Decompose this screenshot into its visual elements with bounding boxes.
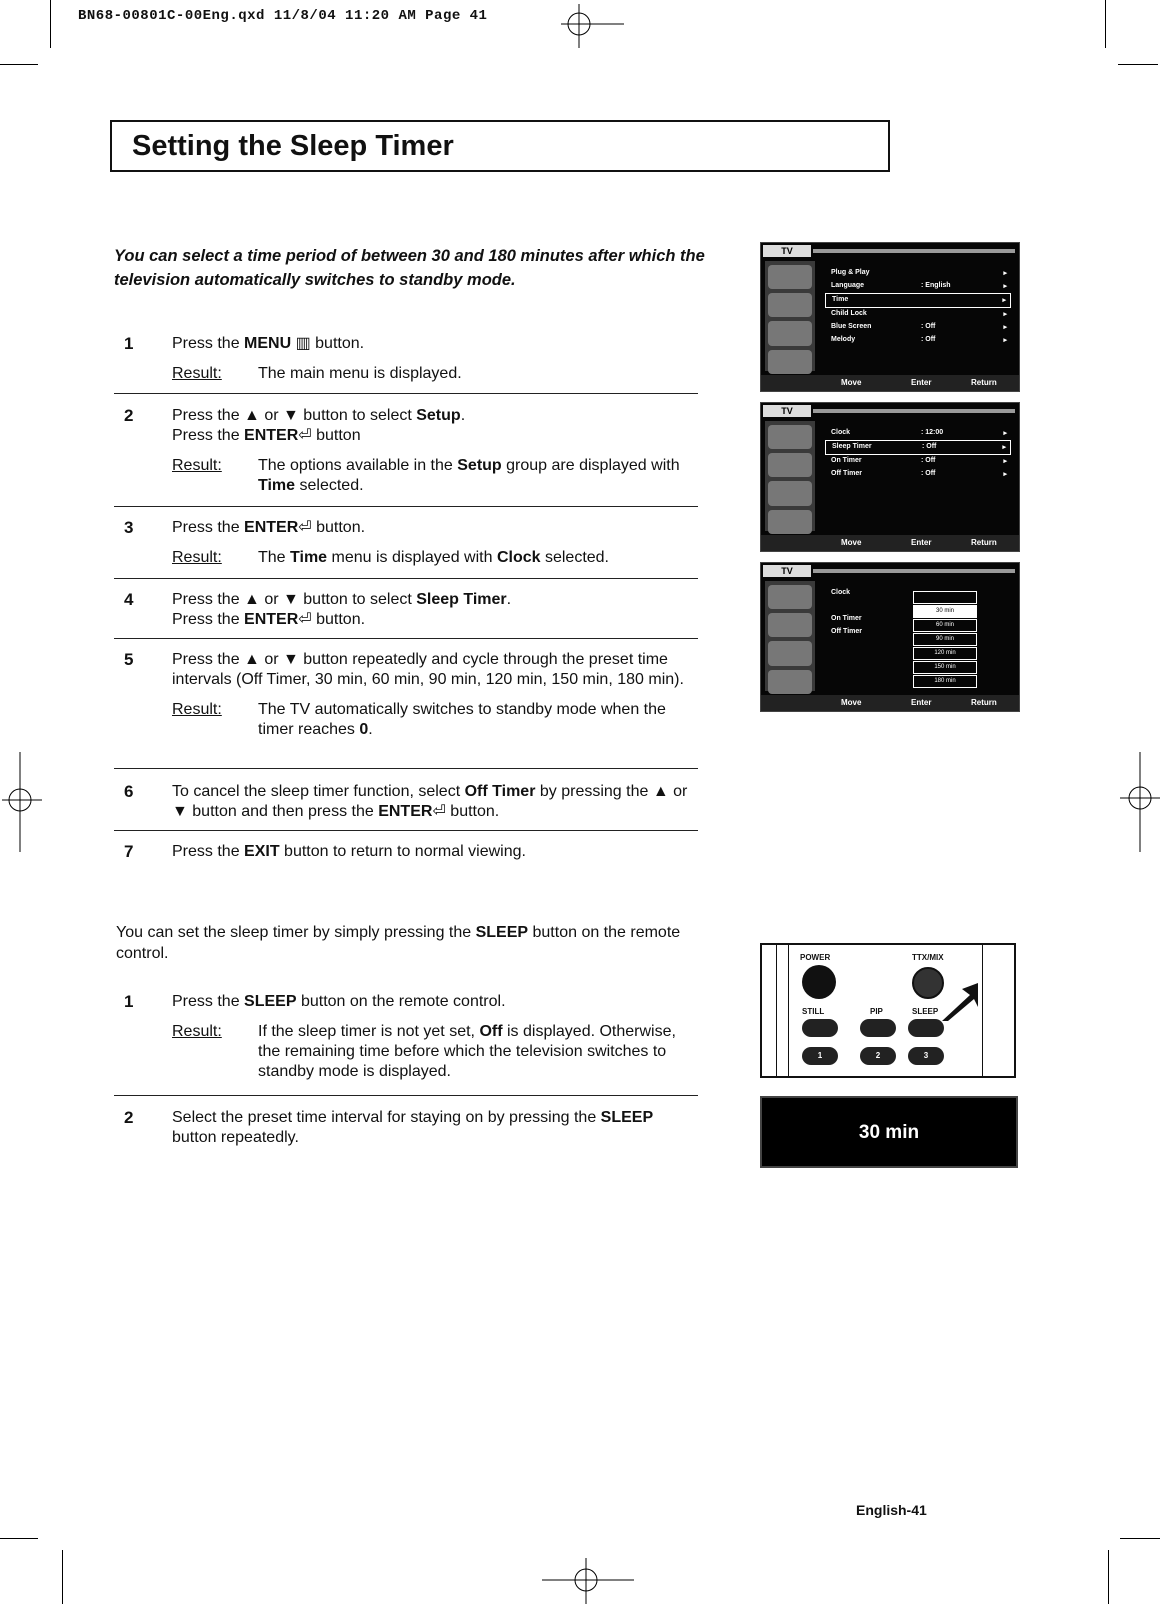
key-3-button: 3: [908, 1047, 944, 1065]
option-item: 90 min: [913, 633, 977, 646]
step-number: 2: [124, 1108, 134, 1127]
registration-mark-icon: [0, 752, 44, 852]
osd-help-bar: Move Enter Return: [761, 695, 1019, 711]
enter-icon: ⏎: [298, 519, 312, 536]
menu-title-bar: [813, 249, 1015, 253]
menu-item: On Timer : Off ▸: [831, 457, 1007, 465]
divider: [114, 768, 698, 769]
menu-item: Off Timer: [831, 628, 862, 635]
option-item: 150 min: [913, 661, 977, 674]
title-box: [110, 120, 890, 172]
crop-mark: [1108, 1550, 1109, 1604]
step-text: Press the MENU ▥ button.: [172, 335, 365, 352]
crop-mark: [0, 64, 38, 65]
sleep-intro-text: You can set the sleep timer by simply pressing the SLEEP button on the remote control.: [116, 924, 681, 962]
step-result: Result: If the sleep timer is not yet set, Off is displayed. Otherwise, the remaining time before which the television switches to standby mode is displayed.: [172, 1023, 676, 1080]
registration-mark-icon: [1118, 752, 1162, 852]
page-number: English-41: [856, 1502, 927, 1518]
step-2: [114, 406, 698, 496]
option-item: 60 min: [913, 619, 977, 632]
osd-setup-menu: [760, 242, 1020, 392]
sleep-value-text: 30 min: [858, 1122, 920, 1143]
step-number: 4: [124, 590, 134, 609]
file-slug: BN68-00801C-00Eng.qxd 11/8/04 11:20 AM Page 41: [78, 8, 488, 24]
tv-tab: TV: [763, 405, 811, 417]
enter-icon: ⏎: [298, 427, 312, 444]
sleep-button: [908, 1019, 944, 1037]
step-text: Select the preset time interval for staying on by pressing the SLEEP button repeatedly.: [172, 1109, 654, 1146]
tv-tab: TV: [763, 565, 811, 577]
power-button: [802, 965, 836, 999]
osd-sleep-timer-options: [760, 562, 1020, 712]
step-6: [114, 782, 698, 822]
step-1: [114, 334, 698, 384]
menu-icon-column: [765, 421, 815, 531]
menu-item: Clock : 12:00 ▸: [831, 429, 1007, 437]
menu-item: Clock: [831, 589, 851, 596]
osd-help-bar: Move Enter Return: [761, 535, 1019, 551]
step-number: 7: [124, 842, 134, 861]
step-text: Press the ▲ or ▼ button to select Sleep Timer. Press the ENTER⏎ button.: [172, 591, 512, 628]
pointer-arrow-icon: [940, 981, 980, 1023]
step-7: [114, 842, 698, 862]
option-item: 120 min: [913, 647, 977, 660]
step-text: Press the ENTER⏎ button.: [172, 519, 366, 536]
still-label: STILL: [802, 1007, 825, 1016]
step-result: Result: The TV automatically switches to standby mode when the timer reaches 0.: [172, 701, 666, 738]
step-text: Press the SLEEP button on the remote control.: [172, 993, 506, 1010]
step-5: [114, 650, 698, 740]
step-result: Result: The main menu is displayed.: [172, 365, 462, 382]
menu-item: Child Lock ▸: [831, 310, 1007, 318]
option-item: [913, 591, 977, 604]
registration-mark-icon: [556, 0, 626, 50]
divider: [114, 1095, 698, 1096]
menu-item: Plug & Play ▸: [831, 269, 1007, 277]
step-number: 6: [124, 782, 134, 801]
sleep-step-2: [114, 1108, 698, 1148]
osd-time-menu: [760, 402, 1020, 552]
pip-button: [860, 1019, 896, 1037]
ttx-label: TTX/MIX: [912, 953, 944, 962]
step-number: 3: [124, 518, 134, 537]
step-text: Press the EXIT button to return to normal viewing.: [172, 843, 526, 860]
sleep-step-1: [114, 992, 698, 1082]
crop-mark: [1118, 64, 1158, 65]
divider: [114, 830, 698, 831]
sleep-label: SLEEP: [912, 1007, 939, 1016]
step-result: Result: The options available in the Setup group are displayed with Time selected.: [172, 457, 680, 494]
enter-icon: ⏎: [432, 803, 446, 820]
osd-help-bar: Move Enter Return: [761, 375, 1019, 391]
pip-label: PIP: [870, 1007, 883, 1016]
divider: [114, 393, 698, 394]
step-text: To cancel the sleep timer function, select Off Timer by pressing the ▲ or ▼ button and then press the ENTER⏎ button.: [172, 783, 688, 820]
divider: [114, 638, 698, 639]
key-2-button: 2: [860, 1047, 896, 1065]
menu-icon-column: [765, 581, 815, 691]
menu-item-selected: Time ▸: [825, 293, 1011, 308]
option-item: 180 min: [913, 675, 977, 688]
step-number: 2: [124, 406, 134, 425]
menu-icon-column: [765, 261, 815, 371]
step-result: Result: The Time menu is displayed with Clock selected.: [172, 549, 609, 566]
crop-mark: [50, 0, 51, 48]
step-number: 1: [124, 334, 134, 353]
enter-icon: ⏎: [298, 611, 312, 628]
step-number: 5: [124, 650, 134, 669]
divider: [114, 578, 698, 579]
menu-item-selected: Sleep Timer : Off ▸: [825, 440, 1011, 455]
step-number: 1: [124, 992, 134, 1011]
menu-item: Blue Screen : Off ▸: [831, 323, 1007, 331]
menu-item: Melody : Off ▸: [831, 336, 1007, 344]
intro-text: You can select a time period of between 30 and 180 minutes after which the television automatically switches to standby mode.: [114, 247, 705, 289]
option-item-selected: 30 min: [913, 605, 977, 618]
crop-mark: [62, 1550, 63, 1604]
remote-control-illustration: [760, 943, 1016, 1078]
still-button: [802, 1019, 838, 1037]
menu-title-bar: [813, 569, 1015, 573]
step-text: Press the ▲ or ▼ button repeatedly and cycle through the preset time intervals (Off Timer, 30 min, 60 min, 90 min, 120 min, 150 min, 180 min).: [172, 651, 684, 688]
menu-item: Language : English ▸: [831, 282, 1007, 290]
crop-mark: [0, 1538, 38, 1539]
page-title: Setting the Sleep Timer: [132, 130, 454, 162]
menu-title-bar: [813, 409, 1015, 413]
tv-tab: TV: [763, 245, 811, 257]
crop-mark: [1120, 1538, 1160, 1539]
crop-mark: [1105, 0, 1106, 48]
menu-item: On Timer: [831, 615, 862, 622]
step-3: [114, 518, 698, 568]
key-1-button: 1: [802, 1047, 838, 1065]
menu-icon: ▥: [291, 335, 311, 352]
sleep-option-list: [913, 591, 977, 689]
step-text: Press the ▲ or ▼ button to select Setup. Press the ENTER⏎ button: [172, 407, 466, 444]
result-label: Result:: [172, 365, 222, 382]
osd-sleep-value: [760, 1096, 1018, 1168]
step-4: [114, 590, 698, 630]
divider: [114, 506, 698, 507]
menu-item: Off Timer : Off ▸: [831, 470, 1007, 478]
power-label: POWER: [800, 953, 831, 962]
registration-mark-icon: [540, 1554, 636, 1604]
